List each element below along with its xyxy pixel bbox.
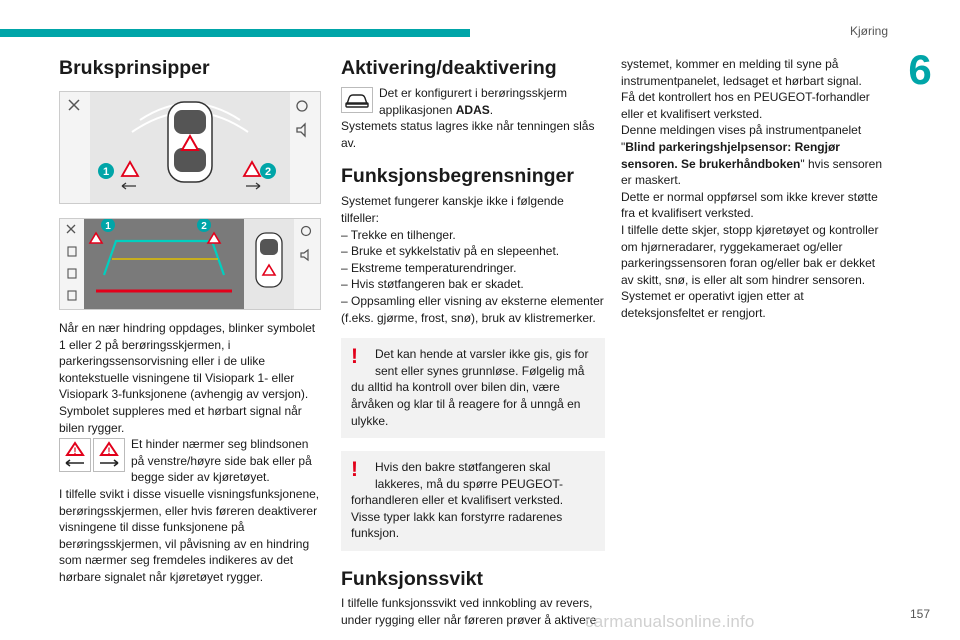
paragraph-normal-behaviour: Dette er normal oppførsel som ikke krever støtte fra et kvalifisert verksted. — [621, 189, 878, 221]
paragraph-check-sensors: I tilfelle dette skjer, stopp kjøretøyet og kontroller om hjørneradarer, ryggekameraet og/eller parkeringssensoren foran og/eller bak er dekket av skitt, snø, is eller alt som hindrer sensoren. — [621, 222, 879, 287]
header-accent-bar — [0, 29, 470, 37]
paragraph-fault-check: Få det kontrollert hos en PEUGEOT-forhandler eller et kvalifisert verksted. — [621, 90, 870, 121]
svg-text:2: 2 — [201, 221, 207, 232]
svg-text:2: 2 — [264, 166, 272, 178]
heading-limitations: Funksjonsbegrensninger — [341, 165, 574, 188]
list-item: – Bruke et sykkelstativ på en slepeenhet. — [341, 244, 560, 259]
watermark: carmanualsonline.info — [585, 612, 755, 631]
paragraph-malfunction: I tilfelle funksjonssvikt ved innkobling av revers, under rygging eller når føreren prøver å aktivere — [341, 596, 597, 627]
svg-text:1: 1 — [102, 166, 110, 178]
limitations-intro: Systemet fungerer kanskje ikke i følgende tilfeller: — [341, 194, 564, 225]
visiopark-view-image — [60, 219, 320, 309]
parking-sensor-view-image — [60, 92, 320, 203]
exclamation-warning-icon: ! — [351, 345, 358, 369]
list-item: – Oppsamling eller visning av eksterne elementer (f.eks. gjørme, frost, snø), bruk av klistremerker. — [341, 293, 604, 325]
column-2 — [341, 56, 605, 628]
warning-box-paint — [341, 451, 605, 551]
warning-text-paint: Hvis den bakre støtfangeren skal lakkeres, må du spørre PEUGEOT-forhandleren eller et kvalifisert verksted. Visse typer lakk kan forstyrre radarenes funksjon. — [351, 460, 564, 541]
list-item: – Ekstreme temperaturendringer. — [341, 260, 517, 275]
column-3 — [621, 56, 889, 322]
warning-box-alerts — [341, 338, 605, 438]
list-item: – Trekke en tilhenger. — [341, 227, 456, 242]
paragraph-detection: Når en nær hindring oppdages, blinker symbolet 1 eller 2 på berøringsskjermen, i parkeringssensorvisning eller i de ulike kontekstuelle visningene til Visiopark 1- eller Visiopark 3-funksjonene (avhengig av versjon). Symbolet suppleres med et hørbart signal når bilen rygger. — [59, 321, 316, 435]
paragraph-blind-zone: Et hinder nærmer seg blindsonen på venstre/høyre side bak eller på begge sider av kjøretøyet. — [131, 437, 312, 485]
svg-text:1: 1 — [105, 221, 111, 232]
svg-text:!: ! — [107, 446, 111, 457]
blind-zone-icons — [59, 438, 125, 472]
paragraph-fault-display: Denne meldingen vises på instrumentpanelet "Blind parkeringshjelpsensor: Rengjør sensoren. Se brukerhåndboken" hvis sensoren er maskert. — [621, 123, 883, 188]
paragraph-fault-message: systemet, kommer en melding til syne på instrumentpanelet, ledsaget et hørbart signal. — [621, 57, 862, 88]
svg-text:!: ! — [73, 446, 77, 457]
heading-malfunction: Funksjonssvikt — [341, 568, 483, 591]
heading-activation: Aktivering/deaktivering — [341, 57, 557, 79]
warning-right-arrow-icon — [93, 438, 125, 472]
blind-zone-paragraph — [59, 436, 325, 486]
paragraph-activation: Det er konfigurert i berøringsskjerm applikasjonen ADAS. — [379, 86, 568, 117]
section-title: Kjøring — [849, 24, 888, 38]
activation-block — [341, 85, 605, 118]
warning-text-alerts: Det kan hende at varsler ikke gis, gis for sent eller synes grunnløse. Følgelig må du alltid ha kontroll over bilen din, være årvåken og klar til å reagere for å unngå en ulykke. — [351, 347, 589, 428]
exclamation-warning-icon: ! — [351, 458, 358, 482]
touchscreen-illustration-top — [59, 91, 321, 204]
paragraph-operational-again: Systemet er operativt igjen etter at deteksjonsfeltet er rengjort. — [621, 289, 804, 320]
list-item: – Hvis støtfangeren bak er skadet. — [341, 277, 524, 292]
touchscreen-illustration-bottom — [59, 218, 321, 310]
paragraph-status-saved: Systemets status lagres ikke når tenningen slås av. — [341, 119, 595, 150]
paragraph-display-failure: I tilfelle svikt i disse visuelle visningsfunksjonene, berøringsskjermen, eller hvis føreren deaktiverer visningene til disse funksjonene på berøringsskjermen, vil påvisning av en hindring som nærmer seg fremdeles indikeres av det hørbare signalet når kjøretøyet rygger. — [59, 486, 320, 584]
warning-left-arrow-icon — [59, 438, 91, 472]
column-1 — [59, 56, 325, 586]
page-number: 157 — [909, 607, 930, 621]
chapter-number: 6 — [908, 46, 932, 93]
car-adas-icon — [341, 87, 373, 113]
heading-operating-principle: Bruksprinsipper — [59, 57, 210, 79]
